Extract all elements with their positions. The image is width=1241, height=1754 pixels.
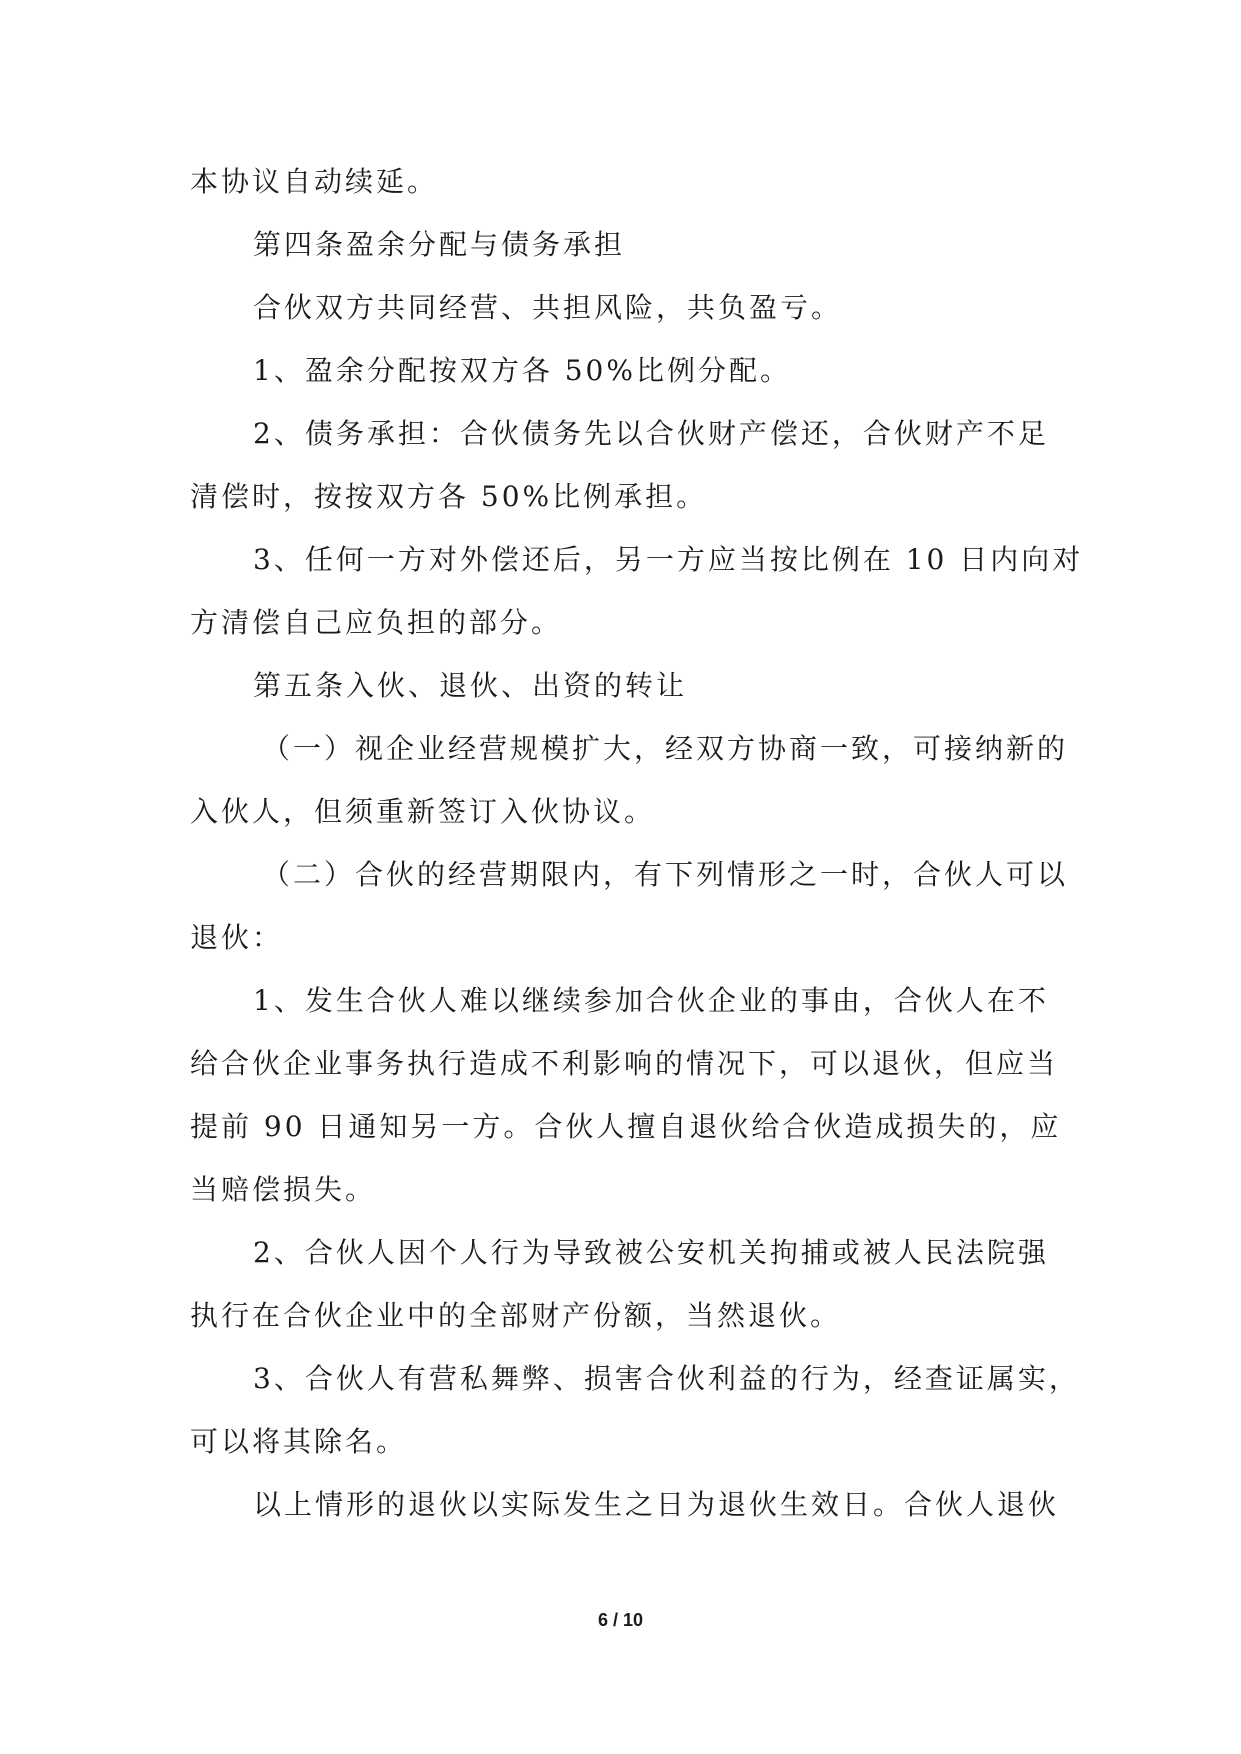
page-number: 6 / 10 [597, 1610, 644, 1630]
text-line: 可以将其除名。 [190, 1425, 408, 1458]
list-item: 3、任何一方对外偿还后，另一方应当按比例在 10 日内向对 [253, 543, 1084, 576]
text-line: 以上情形的退伙以实际发生之日为退伙生效日。合伙人退伙 [253, 1488, 1060, 1521]
list-item: 1、盈余分配按双方各 50%比例分配。 [253, 354, 791, 387]
text-line: 执行在合伙企业中的全部财产份额，当然退伙。 [190, 1299, 842, 1332]
text-line: 提前 90 日通知另一方。合伙人擅自退伙给合伙造成损失的，应 [190, 1110, 1062, 1143]
text-line: 方清偿自己应负担的部分。 [190, 606, 563, 639]
list-item: （二）合伙的经营期限内，有下列情形之一时，合伙人可以 [262, 858, 1069, 891]
text-line: 退伙： [190, 921, 284, 954]
list-item: 2、合伙人因个人行为导致被公安机关拘捕或被人民法院强 [253, 1236, 1049, 1269]
document-body [190, 150, 1084, 1536]
list-item: 2、债务承担：合伙债务先以合伙财产偿还，合伙财产不足 [253, 417, 1049, 450]
text-line: 合伙双方共同经营、共担风险，共负盈亏。 [253, 291, 843, 324]
section-heading: 第四条盈余分配与债务承担 [253, 228, 626, 261]
text-line: 清偿时，按按双方各 50%比例承担。 [190, 480, 708, 513]
text-line: 入伙人，但须重新签订入伙协议。 [190, 795, 656, 828]
list-item: 3、合伙人有营私舞弊、损害合伙利益的行为，经查证属实， [253, 1362, 1080, 1395]
text-line: 本协议自动续延。 [190, 165, 439, 198]
list-item: （一）视企业经营规模扩大，经双方协商一致，可接纳新的 [262, 732, 1069, 765]
text-line: 给合伙企业事务执行造成不利影响的情况下，可以退伙，但应当 [190, 1047, 1059, 1080]
section-heading: 第五条入伙、退伙、出资的转让 [253, 669, 688, 702]
text-line: 当赔偿损失。 [190, 1173, 377, 1206]
list-item: 1、发生合伙人难以继续参加合伙企业的事由，合伙人在不 [253, 984, 1049, 1017]
